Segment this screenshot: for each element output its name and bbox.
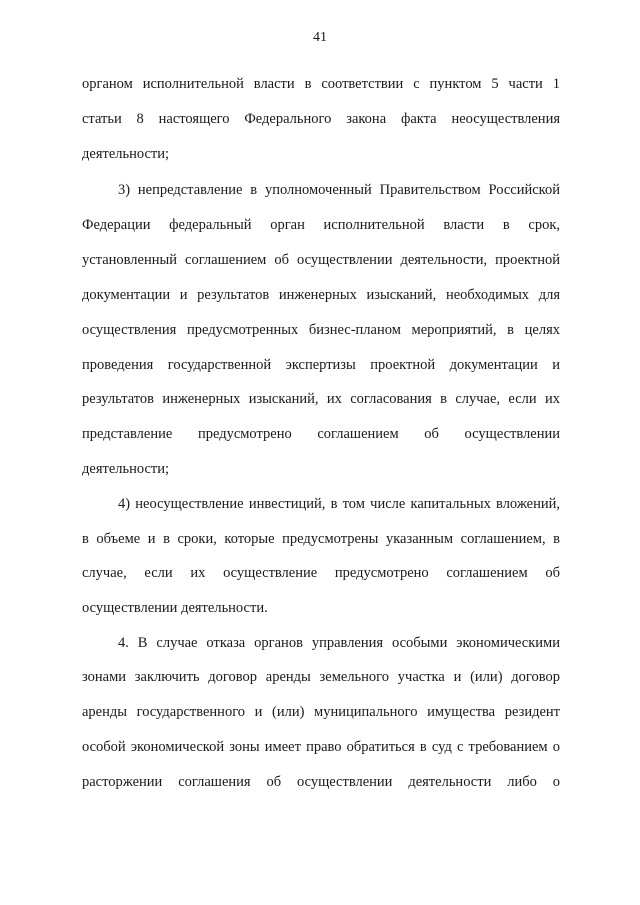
text-line: в объеме и в сроки, которые предусмотрены указанным соглашением, в [82, 531, 560, 547]
text-line: осуществлении деятельности. [82, 600, 268, 616]
text-line: органом исполнительной власти в соответствии с пунктом 5 части 1 [82, 76, 560, 92]
text-line: случае, если их осуществление предусмотрено соглашением об [82, 565, 560, 581]
text-line: деятельности; [82, 146, 170, 162]
text-line: расторжении соглашения об осуществлении деятельности либо о [82, 774, 560, 790]
text-line: зонами заключить договор аренды земельного участка и (или) договор [82, 669, 560, 685]
text-line: деятельности; [82, 461, 170, 477]
text-line: аренды государственного и (или) муниципального имущества резидент [82, 704, 560, 720]
paragraph-first-line: 4. В случае отказа органов управления особыми экономическими [118, 635, 560, 651]
text-line: установленный соглашением об осуществлении деятельности, проектной [82, 252, 560, 268]
paragraph-first-line: 3) непредставление в уполномоченный Правительством Российской [118, 182, 560, 198]
text-line: представление предусмотрено соглашением об осуществлении [82, 426, 560, 442]
paragraph-first-line: 4) неосуществление инвестиций, в том числе капитальных вложений, [118, 496, 560, 512]
text-line: результатов инженерных изысканий, их согласования в случае, если их [82, 391, 560, 407]
text-line: осуществления предусмотренных бизнес-планом мероприятий, в целях [82, 322, 560, 338]
page-number: 41 [313, 30, 327, 45]
text-line: проведения государственной экспертизы проектной документации и [82, 357, 560, 373]
text-line: Федерации федеральный орган исполнительной власти в срок, [82, 217, 560, 233]
text-line: статьи 8 настоящего Федерального закона факта неосуществления [82, 111, 560, 127]
text-line: документации и результатов инженерных изысканий, необходимых для [82, 287, 560, 303]
text-line: особой экономической зоны имеет право обратиться в суд с требованием о [82, 739, 560, 755]
